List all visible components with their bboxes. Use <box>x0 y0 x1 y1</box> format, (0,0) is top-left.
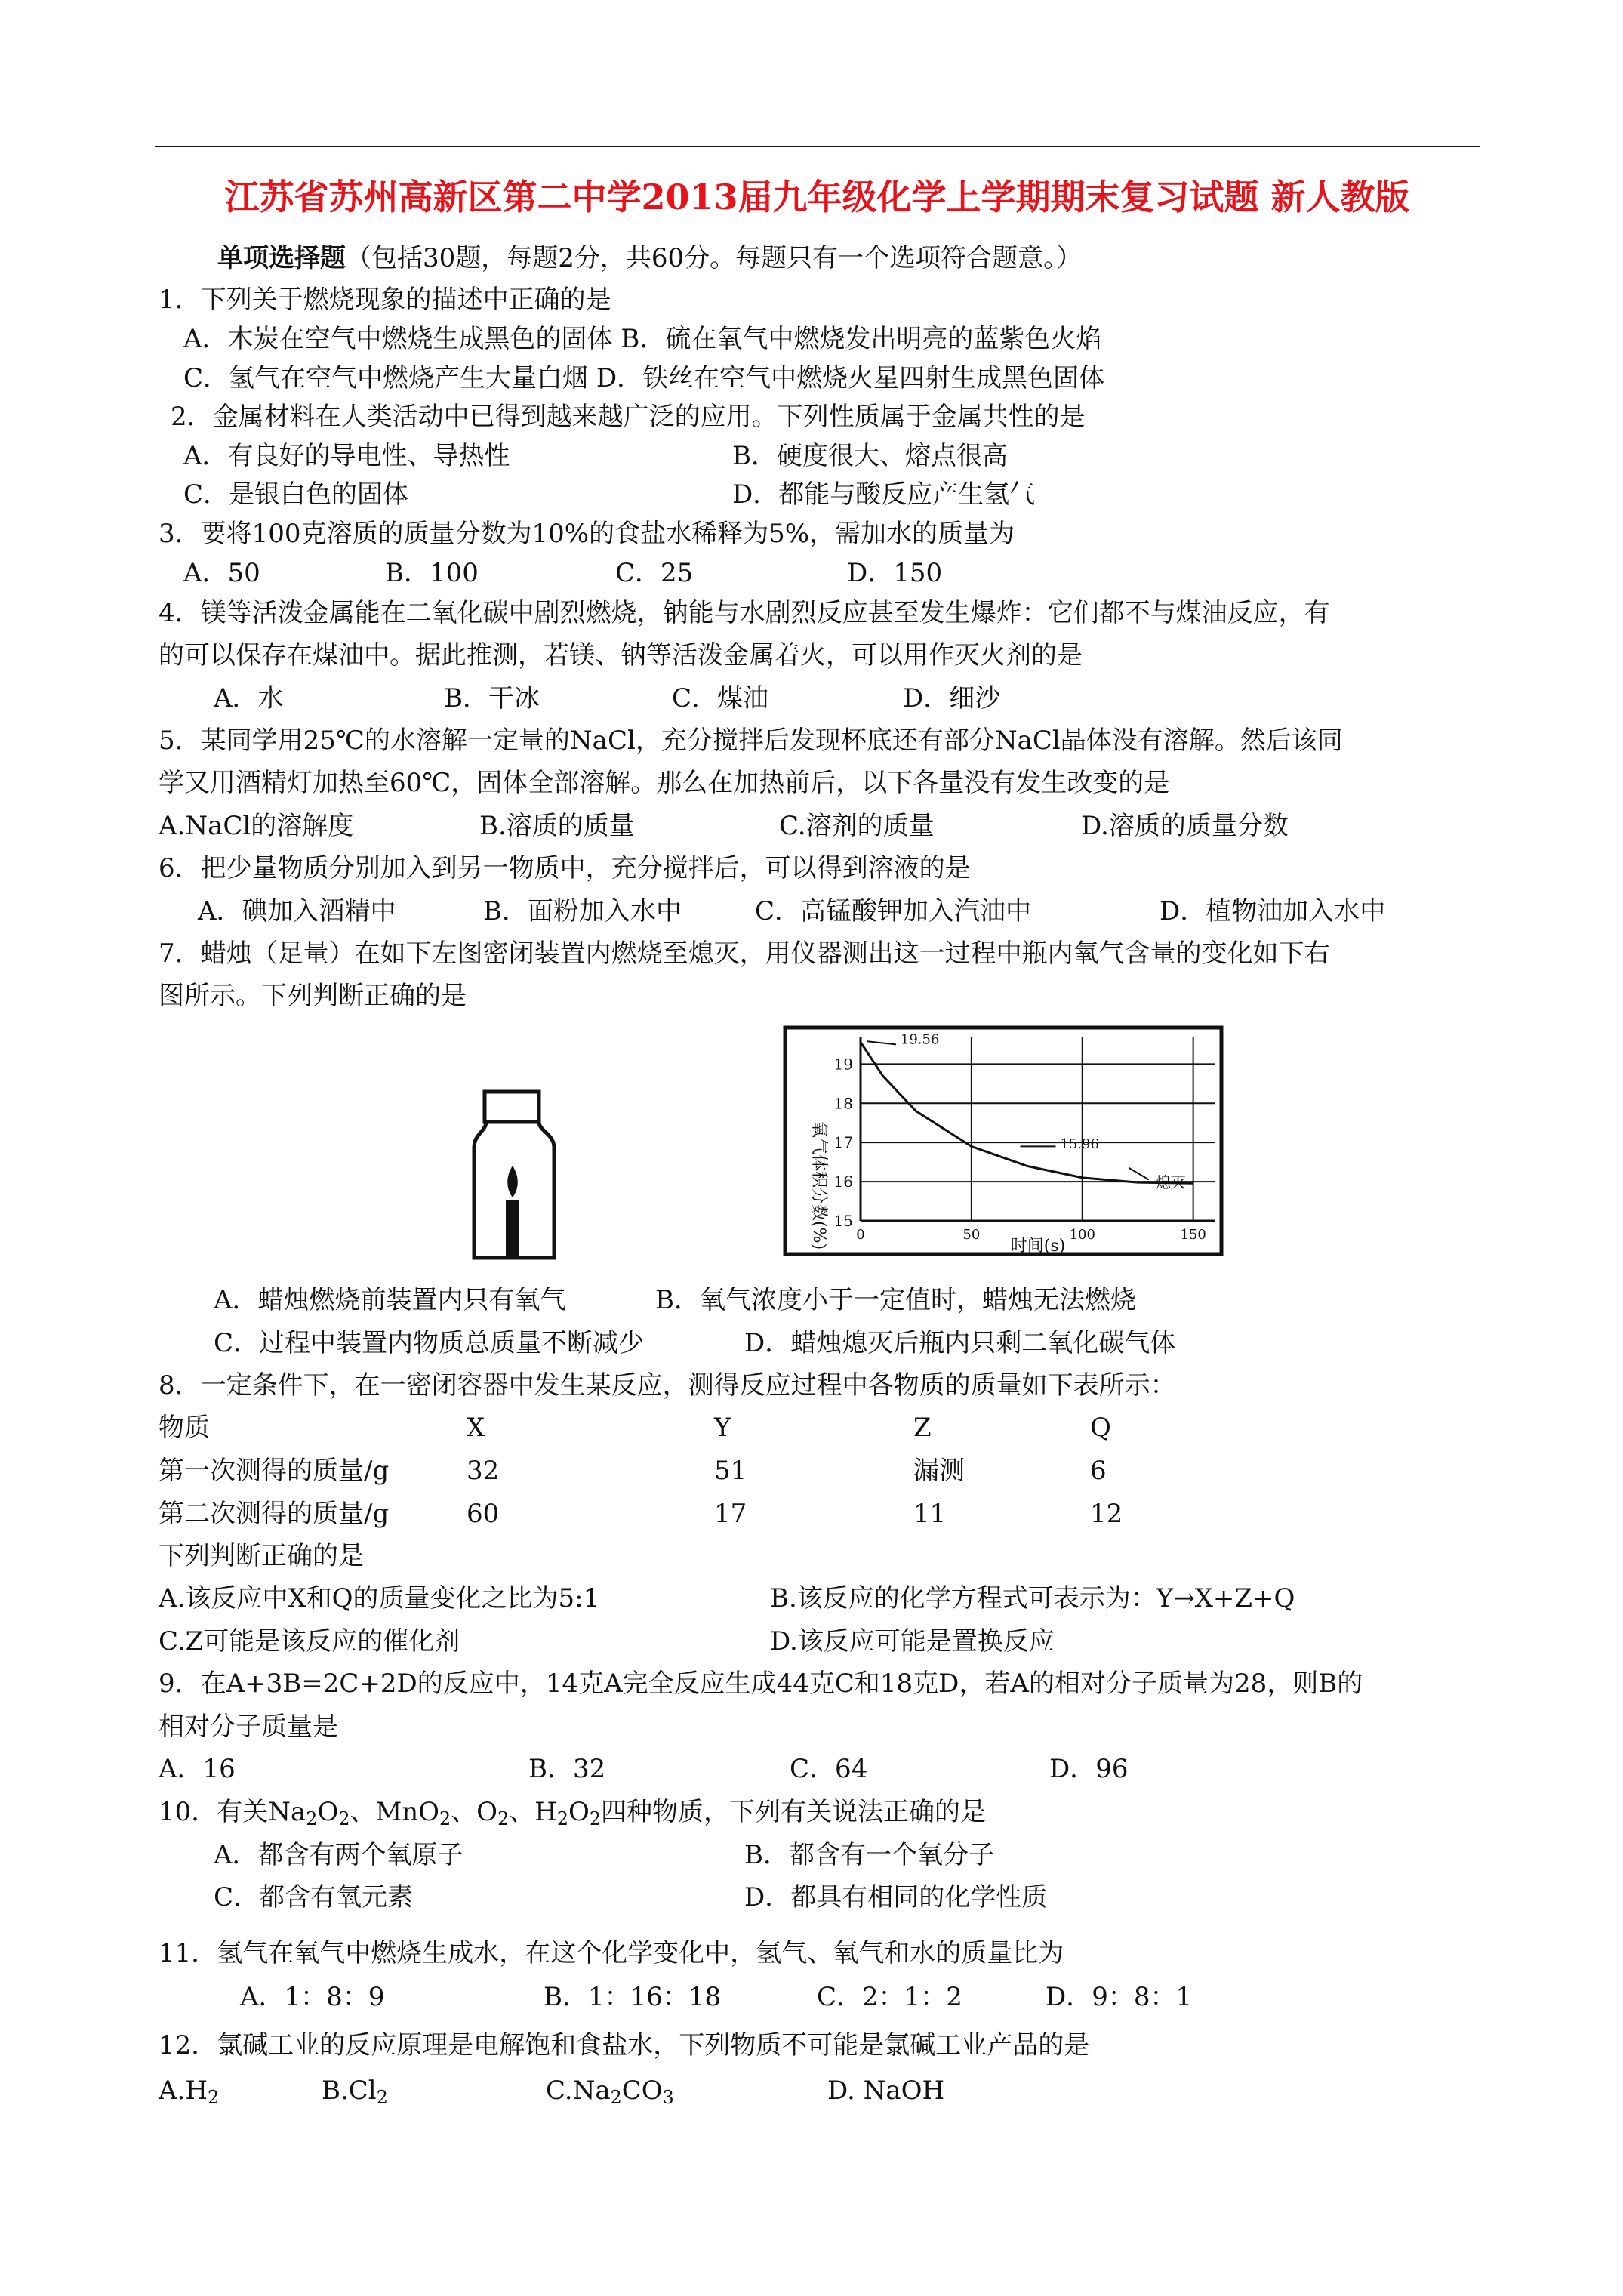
table-cell: 漏测 <box>913 1456 965 1486</box>
table-header-cell: Q <box>1090 1413 1111 1443</box>
q2-option-b: B．硬度很大、熔点很高 <box>732 441 1008 471</box>
bottle-stopper <box>485 1092 539 1122</box>
table-cell: 11 <box>913 1499 947 1529</box>
annotation-arrow <box>867 1041 896 1044</box>
q7-option-a: A．蜡烛燃烧前装置内只有氧气 <box>214 1285 566 1315</box>
q4-option-d: D．细沙 <box>903 683 1001 713</box>
y-tick-label: 17 <box>833 1133 853 1152</box>
table-header-cell: 物质 <box>159 1413 210 1443</box>
q6-option-c: C．高锰酸钾加入汽油中 <box>755 896 1032 926</box>
candle-bottle-figure <box>453 1087 574 1268</box>
q3-stem: 3．要将100克溶质的质量分数为10%的食盐水稀释为5%，需加水的质量为 <box>159 519 1015 549</box>
q10-option-b: B．都含有一个氧分子 <box>744 1840 994 1870</box>
page-title: 江苏省苏州高新区第二中学2013届九年级化学上学期期末复习试题 新人教版 <box>224 177 1410 217</box>
header-rule <box>155 146 1480 147</box>
oxygen-series-line <box>861 1042 1193 1183</box>
chart-y-label: 氧气体积分数(%) <box>809 1121 828 1250</box>
chart-x-label: 时间(s) <box>1010 1237 1066 1256</box>
q5-option-b: B.溶质的质量 <box>479 811 635 841</box>
q11-option-d: D．9：8：1 <box>1046 1982 1193 2012</box>
q5-option-c: C.溶剂的质量 <box>779 811 935 841</box>
table-cell: 第二次测得的质量/g <box>159 1499 390 1529</box>
y-tick-label: 19 <box>833 1055 853 1074</box>
table-cell: 第一次测得的质量/g <box>159 1456 390 1486</box>
q7-stem-line2: 图所示。下列判断正确的是 <box>159 981 467 1011</box>
x-tick-label: 50 <box>962 1227 981 1243</box>
q7-stem-line1: 7．蜡烛（足量）在如下左图密闭装置内燃烧至熄灭，用仪器测出这一过程中瓶内氧气含量的变化如下右 <box>159 938 1330 969</box>
table-cell: 60 <box>467 1499 500 1529</box>
q5-option-d: D.溶质的质量分数 <box>1081 811 1289 841</box>
y-tick-label: 15 <box>833 1212 853 1230</box>
table-header-cell: Z <box>913 1413 932 1443</box>
q12-option-b: $B.Cl_2$ <box>322 2076 388 2108</box>
q1-stem: 1．下列关于燃烧现象的描述中正确的是 <box>159 285 611 315</box>
section-heading: 单项选择题 <box>217 243 346 273</box>
q8-prompt: 下列判断正确的是 <box>159 1541 364 1571</box>
q8-option-d: D.该反应可能是置换反应 <box>770 1626 1055 1657</box>
q11-option-c: C．2：1：2 <box>817 1982 962 2012</box>
oxygen-chart <box>778 1023 1230 1265</box>
q10-option-c: C．都含有氧元素 <box>214 1882 414 1912</box>
q7-option-d: D．蜡烛熄灭后瓶内只剩二氧化碳气体 <box>744 1328 1176 1358</box>
q4-stem-line2: 的可以保存在煤油中。据此推测，若镁、钠等活泼金属着火，可以用作灭火剂的是 <box>159 640 1083 670</box>
q2-option-a: A．有良好的导电性、导热性 <box>183 441 510 471</box>
annotation-extinguish-label: 熄灭 <box>1155 1173 1186 1191</box>
annotation-arrow <box>1129 1168 1148 1180</box>
table-header-cell: Y <box>714 1413 731 1443</box>
q4-stem-line1: 4．镁等活泼金属能在二氧化碳中剧烈燃烧，钠能与水剧烈反应甚至发生爆炸：它们都不与煤油反应，有 <box>159 598 1330 628</box>
section-header <box>217 245 1082 271</box>
q4-option-a: A．水 <box>214 683 284 713</box>
q9-stem-line2: 相对分子质量是 <box>159 1712 338 1742</box>
q1-options-row1: A．木炭在空气中燃烧生成黑色的固体 B．硫在氧气中燃烧发出明亮的蓝紫色火焰 <box>183 324 1102 354</box>
y-tick-label: 18 <box>833 1094 853 1113</box>
annotation-end-value: 15.96 <box>1060 1136 1099 1152</box>
q11-option-a: A．1：8：9 <box>240 1982 385 2012</box>
table-cell: 17 <box>714 1499 747 1529</box>
table-cell: 6 <box>1090 1456 1107 1486</box>
q2-option-c: C．是银白色的固体 <box>183 479 409 510</box>
q9-option-a: A．16 <box>159 1754 236 1784</box>
q1-options-row2: C．氢气在空气中燃烧产生大量白烟 D．铁丝在空气中燃烧火星四射生成黑色固体 <box>183 363 1105 393</box>
q8-option-c: C.Z可能是该反应的催化剂 <box>159 1626 460 1657</box>
q3-option-d: D．150 <box>847 558 943 588</box>
q10-option-d: D．都具有相同的化学性质 <box>744 1882 1048 1912</box>
q9-option-b: B．32 <box>528 1754 606 1784</box>
x-tick-label: 100 <box>1069 1227 1095 1243</box>
q12-option-d: D. NaOH <box>827 2076 945 2106</box>
candle <box>506 1200 519 1258</box>
q6-stem: 6．把少量物质分别加入到另一物质中，充分搅拌后，可以得到溶液的是 <box>159 853 971 883</box>
q6-option-b: B．面粉加入水中 <box>483 896 682 926</box>
q4-option-c: C．煤油 <box>672 683 769 713</box>
q2-option-d: D．都能与酸反应产生氢气 <box>732 479 1036 510</box>
q10-stem: 10．有关$Na_2O_2$、MnO$_2$、$O_2$、$H_2O_2$四种物质，下列有关说法正确的是 <box>159 1797 987 1829</box>
q9-stem-line1: 9．在A+3B=2C+2D的反应中，14克A完全反应生成44克C和18克D，若A的相对分子质量为28，则B的 <box>159 1669 1363 1699</box>
q3-option-a: A．50 <box>183 558 260 588</box>
annotation-start-value: 19.56 <box>900 1031 940 1048</box>
table-cell: 51 <box>714 1456 747 1486</box>
table-cell: 12 <box>1090 1499 1123 1529</box>
q8-option-a: A.该反应中X和Q的质量变化之比为5:1 <box>159 1583 600 1613</box>
y-tick-label: 16 <box>833 1173 853 1191</box>
q8-stem: 8．一定条件下，在一密闭容器中发生某反应，测得反应过程中各物质的质量如下表所示： <box>159 1370 1176 1401</box>
q8-option-b: B.该反应的化学方程式可表示为：Y→X+Z+Q <box>770 1583 1295 1613</box>
q5-stem-line1: 5．某同学用25℃的水溶解一定量的NaCl，充分搅拌后发现杯底还有部分NaCl晶体没有溶解。然后该同 <box>159 726 1343 756</box>
q2-stem: 2．金属材料在人类活动中已得到越来越广泛的应用。下列性质属于金属共性的是 <box>171 402 1086 432</box>
q11-stem: 11．氢气在氧气中燃烧生成水，在这个化学变化中，氢气、氧气和水的质量比为 <box>159 1938 1064 1968</box>
q3-option-c: C．25 <box>615 558 694 588</box>
q6-option-a: A．碘加入酒精中 <box>198 896 396 926</box>
q7-option-b: B．氧气浓度小于一定值时，蜡烛无法燃烧 <box>655 1285 1136 1315</box>
table-cell: 32 <box>467 1456 500 1486</box>
q4-option-b: B．干冰 <box>444 683 540 713</box>
q9-option-c: C．64 <box>790 1754 868 1784</box>
q3-option-b: B．100 <box>385 558 479 588</box>
q11-option-b: B．1：16：18 <box>544 1982 722 2012</box>
q7-option-c: C．过程中装置内物质总质量不断减少 <box>214 1328 645 1358</box>
q10-option-a: A．都含有两个氧原子 <box>214 1840 463 1870</box>
x-tick-label: 0 <box>856 1227 865 1243</box>
q12-option-c: $C.Na_2CO_3$ <box>546 2076 674 2108</box>
candle-flame <box>507 1166 518 1197</box>
q9-option-d: D．96 <box>1049 1754 1129 1784</box>
q5-option-a: A.NaCl的溶解度 <box>159 811 354 841</box>
q5-stem-line2: 学又用酒精灯加热至60℃，固体全部溶解。那么在加热前后，以下各量没有发生改变的是 <box>159 768 1170 798</box>
section-note: （包括30题，每题2分，共60分。每题只有一个选项符合题意。） <box>346 243 1083 273</box>
x-tick-label: 150 <box>1180 1227 1206 1243</box>
q12-stem: 12．氯碱工业的反应原理是电解饱和食盐水，下列物质不可能是氯碱工业产品的是 <box>159 2030 1090 2060</box>
table-header-cell: X <box>467 1413 485 1443</box>
q12-option-a: $A.H_2$ <box>159 2076 220 2108</box>
q6-option-d: D．植物油加入水中 <box>1160 896 1386 926</box>
